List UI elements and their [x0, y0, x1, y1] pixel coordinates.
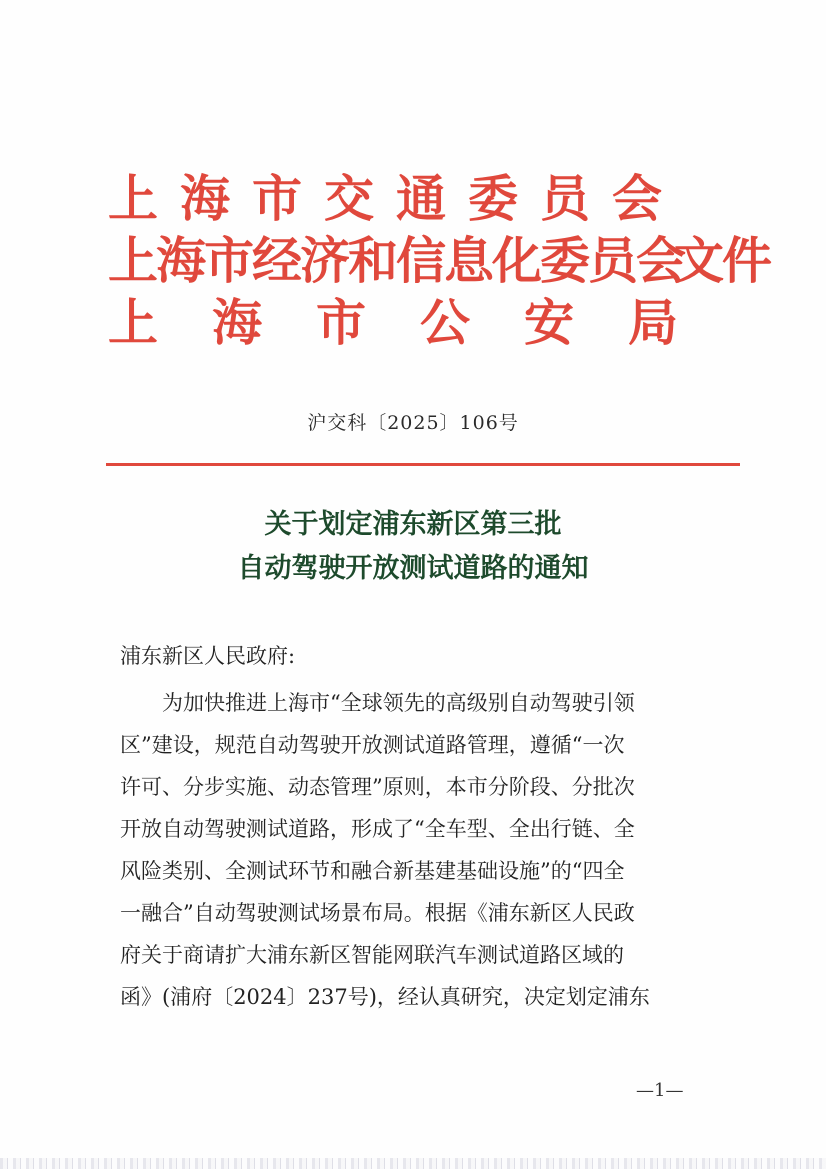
body-line: 一融合”自动驾驶测试场景布局。根据《浦东新区人民政 [120, 901, 635, 925]
issuer-row-3 [108, 292, 788, 354]
issuer-row-1 [108, 168, 788, 230]
title-line-1: 关于划定浦东新区第三批 [264, 509, 562, 540]
body-line: 许可、分步实施、动态管理”原则，本市分阶段、分批次 [120, 775, 635, 799]
body-line: 风险类别、全测试环节和融合新基建基础设施”的“四全 [120, 859, 625, 883]
issuer-transport-commission: 上海市交通委员会 [108, 170, 684, 228]
body-line: 函》(浦府〔2024〕237号)，经认真研究，决定划定浦东 [120, 985, 650, 1009]
title-line-2: 自动驾驶开放测试道路的通知 [237, 553, 589, 584]
document-title [0, 503, 826, 591]
issuer-economy-commission: 上海市经济和信息化委员会 [108, 232, 684, 290]
page-number: —1— [636, 1080, 684, 1101]
header-divider [106, 463, 740, 466]
scan-edge [0, 1158, 826, 1169]
issuer-public-security-bureau: 上海市公安局 [108, 294, 732, 352]
issuer-row-2 [108, 230, 788, 292]
recipient: 浦东新区人民政府: [120, 644, 296, 668]
issuer-header [108, 168, 788, 354]
body-paragraph [120, 682, 700, 1018]
doc-type-label: 文件 [674, 232, 770, 290]
body-line: 府关于商请扩大浦东新区智能网联汽车测试道路区域的 [120, 943, 624, 967]
document-number: 沪交科〔2025〕106号 [307, 412, 519, 434]
body-line: 区”建设，规范自动驾驶开放测试道路管理，遵循“一次 [120, 733, 625, 757]
body-line: 开放自动驾驶测试道路，形成了“全车型、全出行链、全 [120, 817, 635, 841]
body-line: 为加快推进上海市“全球领先的高级别自动驾驶引领 [162, 691, 635, 715]
